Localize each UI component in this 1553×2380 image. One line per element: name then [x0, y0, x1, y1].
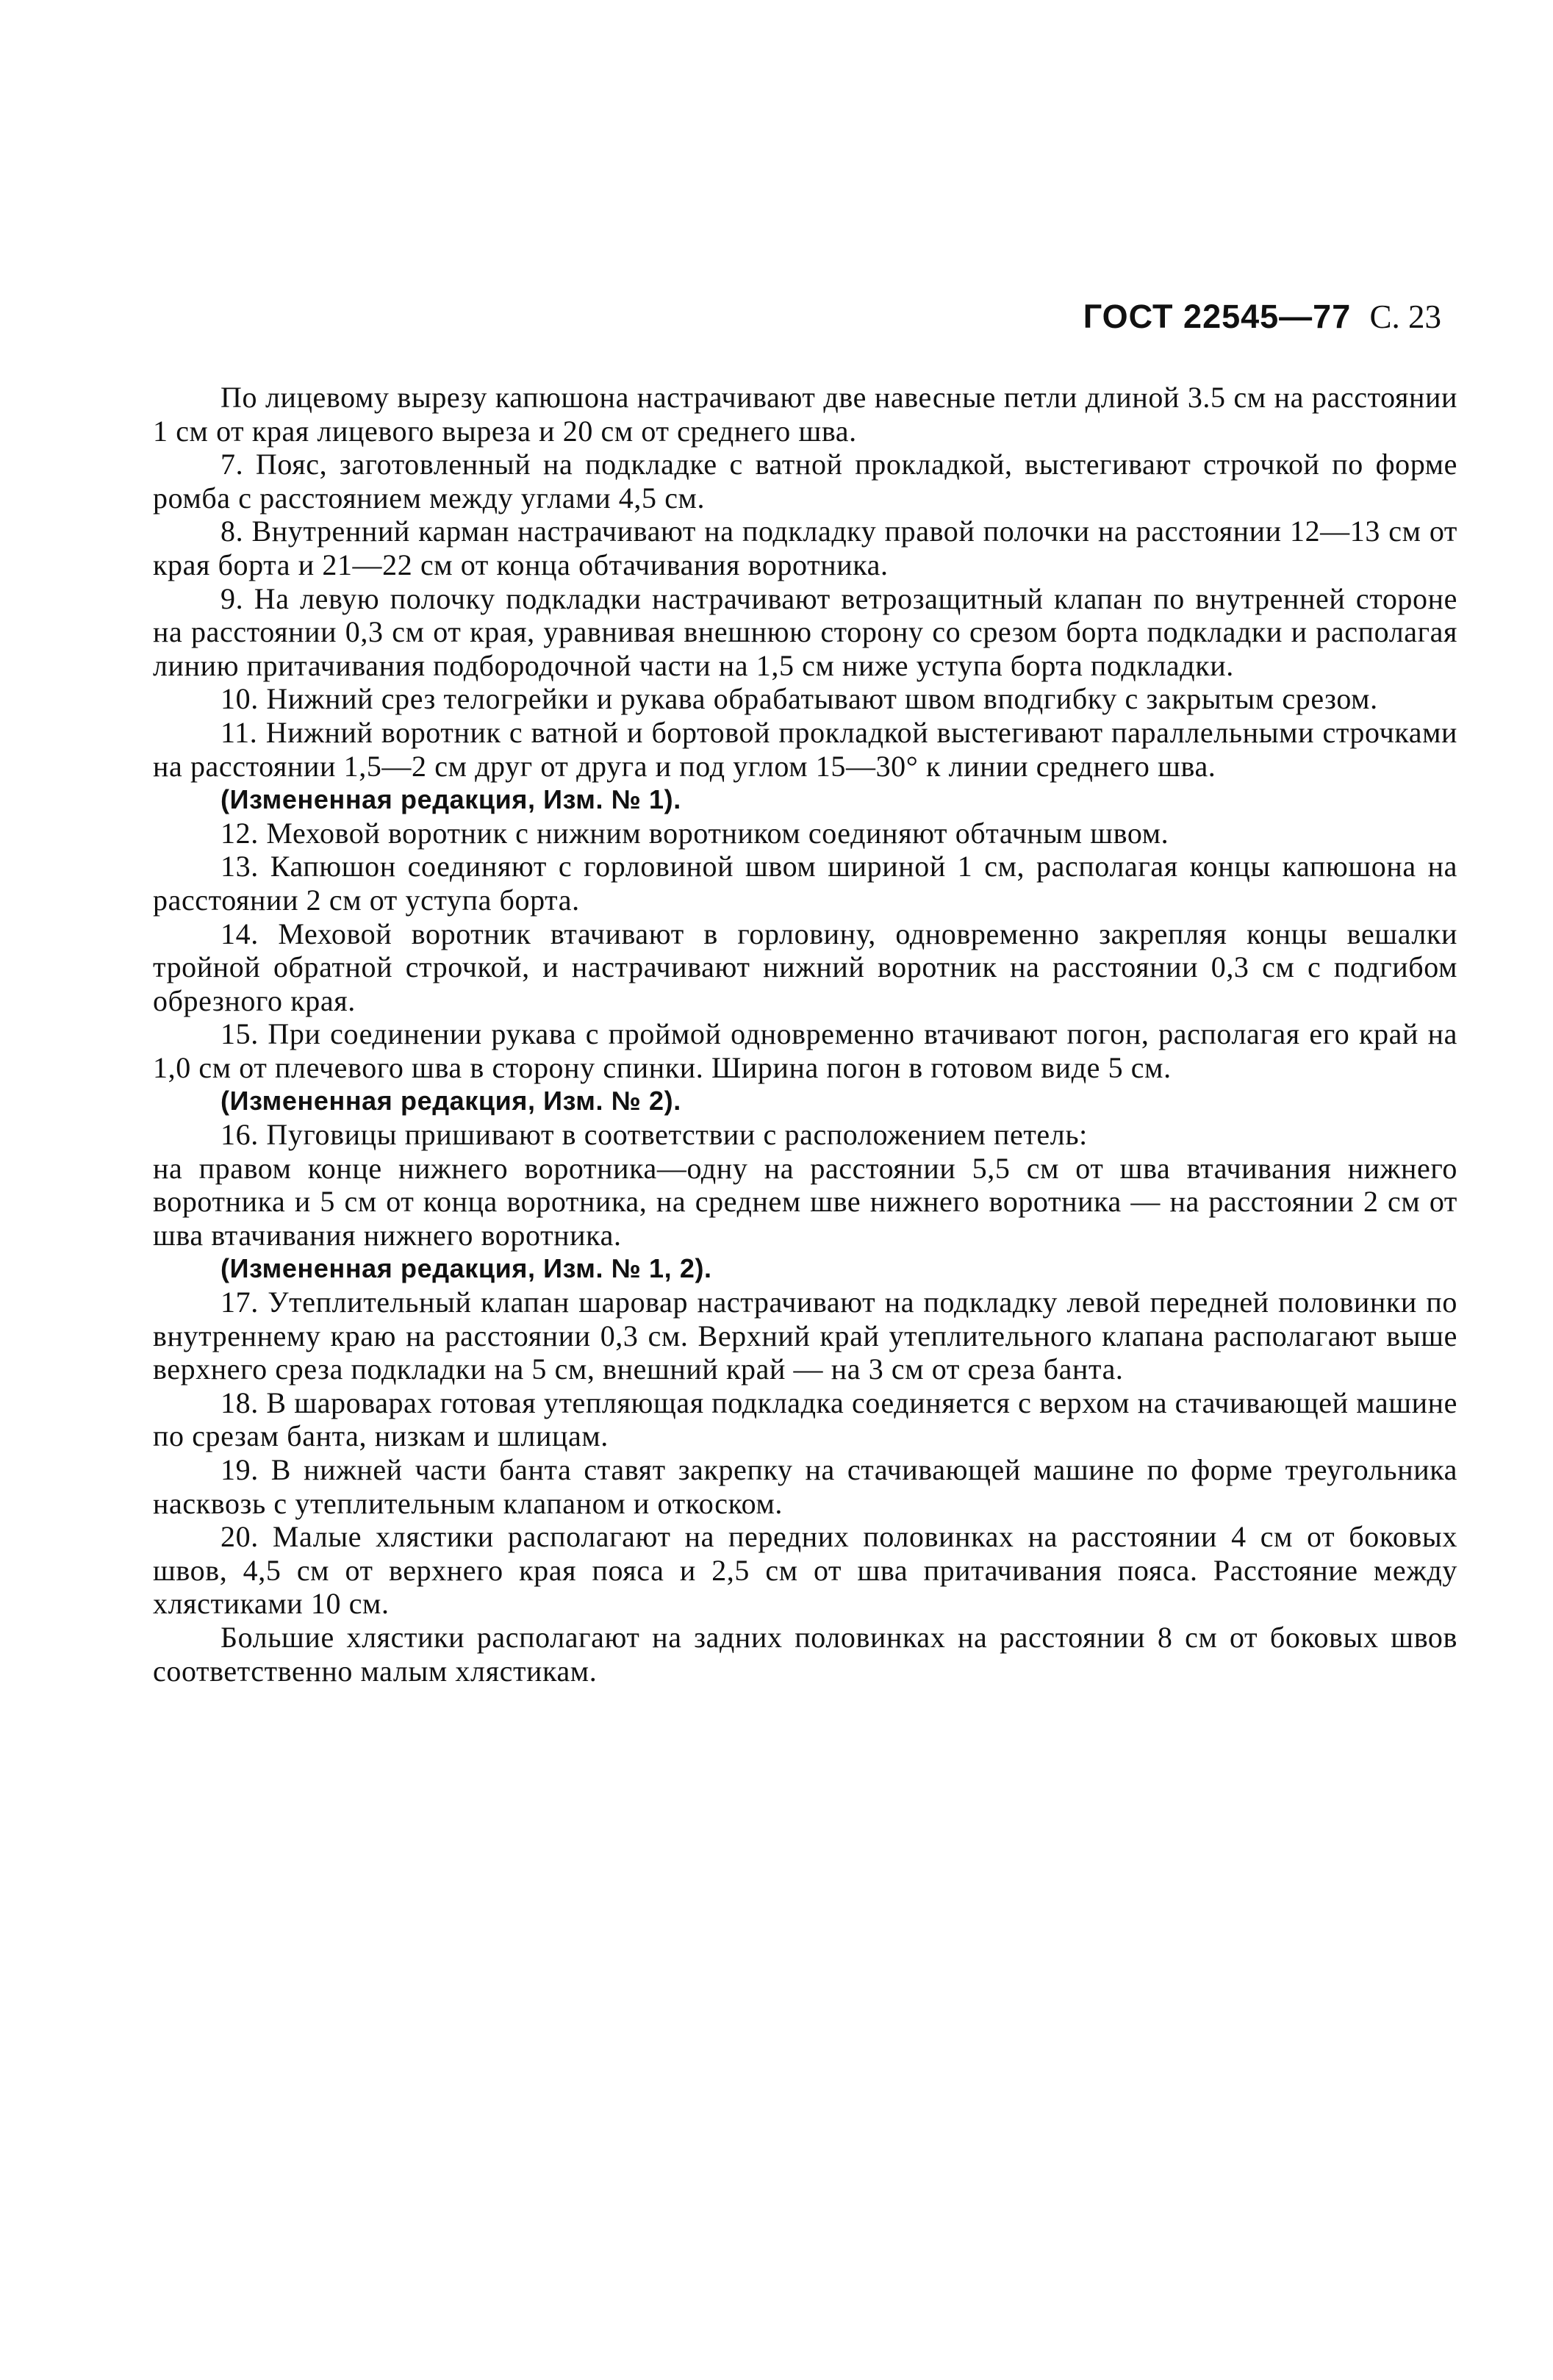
paragraph-16-detail: на правом конце нижнего воротника—одну на расстоянии 5,5 см от шва втачивания нижнего воротника и 5 см от конца воротника, на среднем шве нижнего воротника — на расстоянии 2 см от шва втачивания нижнего воротника. [153, 1151, 1457, 1252]
paragraph-8: 8. Внутренний карман настрачивают на подкладку правой полочки на расстоянии 12—13 см от края борта и 21—22 см от конца обтачивания воротника. [153, 515, 1457, 581]
paragraph-7: 7. Пояс, заготовленный на подкладке с ватной прокладкой, выстегивают строчкой по форме ромба с расстоянием между углами 4,5 см. [153, 448, 1457, 515]
paragraph-9: 9. На левую полочку подкладки настрачивают ветрозащитный клапан по внутренней стороне на расстоянии 0,3 см от края, уравнивая внешнюю сторону со срезом борта подкладки и располагая линию притачивания подбородочной части на 1,5 см ниже уступа борта подкладки. [153, 581, 1457, 682]
paragraph-12: 12. Меховой воротник с нижним воротником соединяют обтачным швом. [220, 816, 1169, 850]
paragraph-16: 16. Пуговицы пришивают в соответствии с расположением петель: [220, 1118, 1088, 1152]
amendment-note: (Измененная редакция, Изм. № 1). [220, 784, 681, 815]
paragraph-15: 15. При соединении рукава с проймой одновременно втачивают погон, располагая его край на 1,0 см от плечевого шва в сторону спинки. Ширина погон в готовом виде 5 см. [153, 1017, 1457, 1084]
paragraph-13: 13. Капюшон соединяют с горловиной швом шириной 1 см, располагая концы капюшона на расстоянии 2 см от уступа борта. [153, 850, 1457, 917]
paragraph-10: 10. Нижний срез телогрейки и рукава обрабатывают швом вподгибку с закрытым срезом. [220, 682, 1378, 716]
paragraph-14: 14. Меховой воротник втачивают в горловину, одновременно закрепляя концы вешалки тройной обратной строчкой, и настрачивают нижний воротник на расстоянии 0,3 см с подгибом обрезного края. [153, 917, 1457, 1017]
paragraph-18: 18. В шароварах готовая утепляющая подкладка соединяется с верхом на стачивающей машине по срезам банта, низкам и шлицам. [153, 1386, 1457, 1453]
page-header [1083, 298, 1441, 336]
amendment-note: (Измененная редакция, Изм. № 2). [220, 1086, 681, 1116]
standard-number: ГОСТ 22545—77 [1083, 298, 1352, 335]
paragraph-19: 19. В нижней части банта ставят закрепку на стачивающей машине по форме треугольника насквозь с утеплительным клапаном и откоском. [153, 1453, 1457, 1520]
paragraph-20: 20. Малые хлястики располагают на передних половинках на расстоянии 4 см от боковых швов, 4,5 см от верхнего края пояса и 2,5 см от шва притачивания пояса. Расстояние между хлястиками 10 см. [153, 1520, 1457, 1621]
amendment-note: (Измененная редакция, Изм. № 1, 2). [220, 1253, 712, 1284]
paragraph-hood-loops: По лицевому вырезу капюшона настрачивают две навесные петли длиной 3.5 см на расстоянии 1 см от края лицевого выреза и 20 см от среднего шва. [153, 381, 1457, 448]
page-number: С. 23 [1369, 298, 1441, 335]
document-body [153, 381, 1457, 1688]
paragraph-17: 17. Утеплительный клапан шаровар настрачивают на подкладку левой передней половинки по внутреннему краю на расстоянии 0,3 см. Верхний край утеплительного клапана располагают выше верхнего среза подкладки на 5 см, внешний край — на 3 см от среза банта. [153, 1286, 1457, 1386]
paragraph-large-straps: Большие хлястики располагают на задних половинках на расстоянии 8 см от боковых швов соответственно малым хлястикам. [153, 1620, 1457, 1688]
paragraph-11: 11. Нижний воротник с ватной и бортовой прокладкой выстегивают параллельными строчками на расстоянии 1,5—2 см друг от друга и под углом 15—30° к линии среднего шва. [153, 715, 1457, 783]
